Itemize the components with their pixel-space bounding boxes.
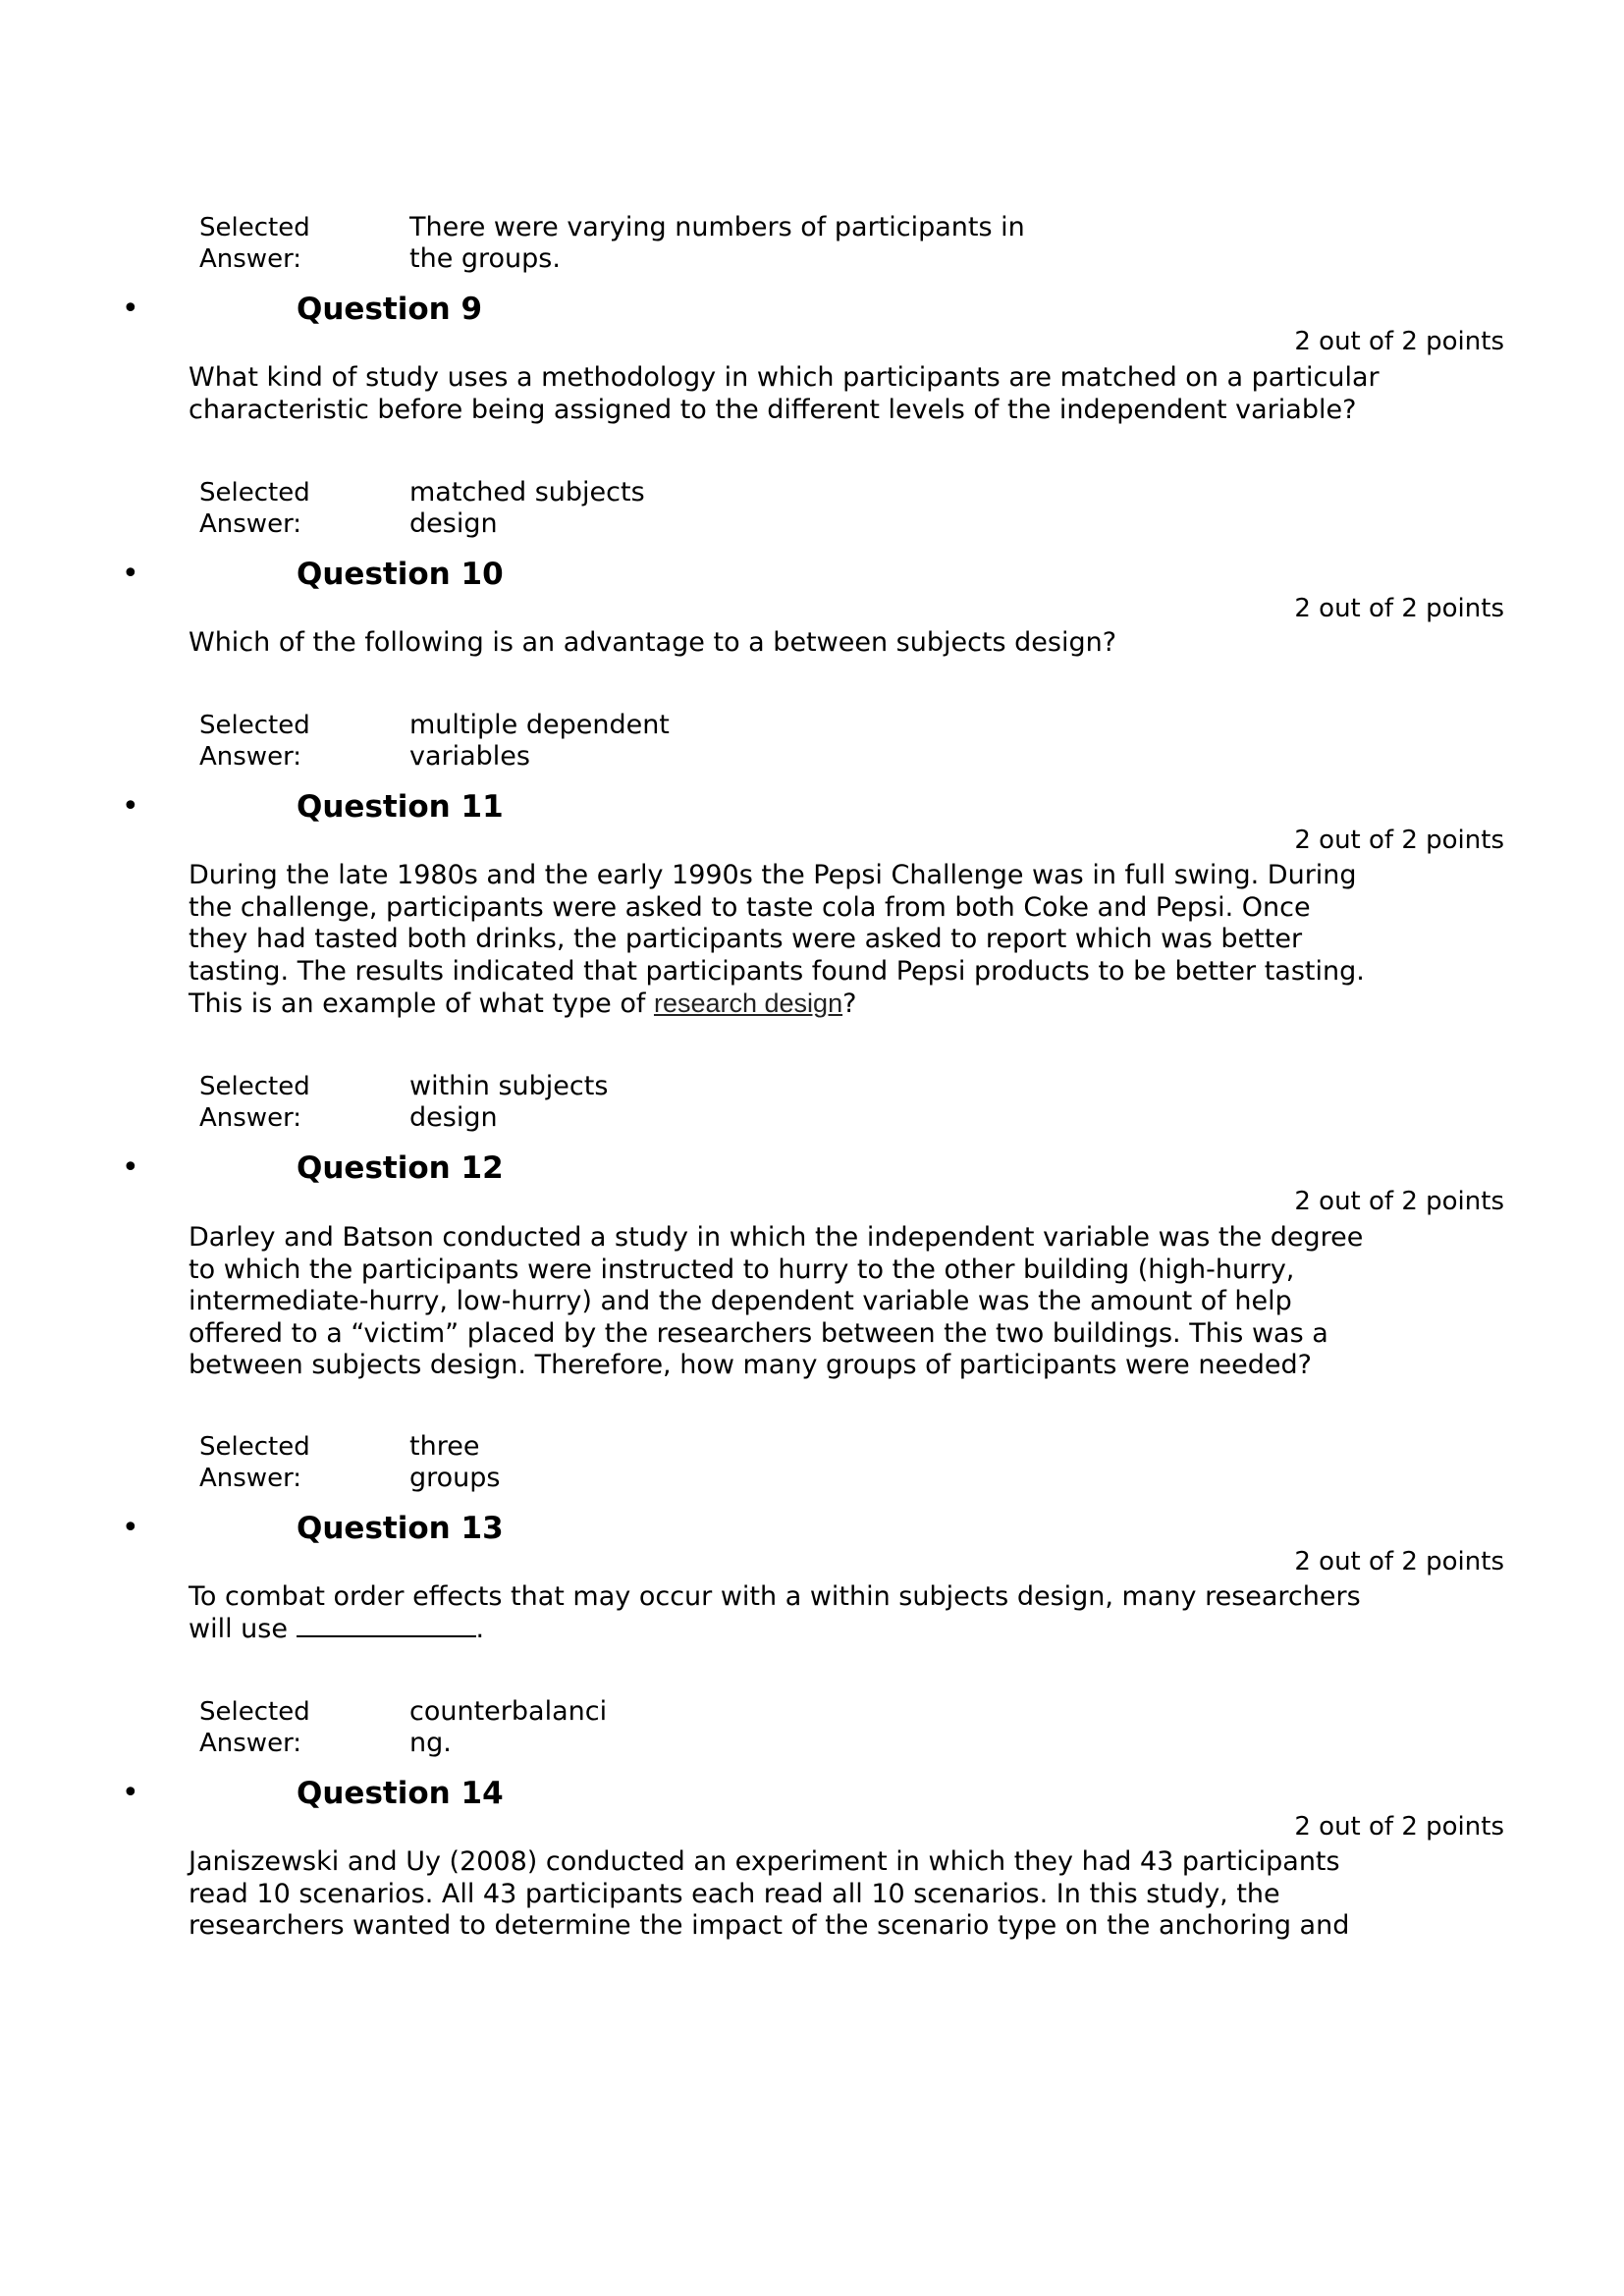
answer-label: Answer: (199, 1103, 302, 1133)
question-text-line (189, 956, 1465, 988)
line-text: researchers wanted to determine the impact of the scenario type on the anchoring and (189, 1910, 1350, 1942)
question-text-line (189, 395, 1465, 427)
question-text (189, 1581, 1465, 1645)
answer-label: Answer: (199, 244, 302, 274)
question-points: 2 out of 2 points (1294, 1187, 1504, 1216)
question-text (189, 860, 1465, 1021)
line-text: between subjects design. Therefore, how many groups of participants were needed? (189, 1350, 1312, 1381)
line-text: During the late 1980s and the early 1990s the Pepsi Challenge was in full swing. During (189, 860, 1357, 890)
answer-text: design (409, 1102, 498, 1133)
question-text-line (189, 1910, 1465, 1943)
question-title: Question 12 (297, 1150, 504, 1186)
question-points: 2 out of 2 points (1294, 1547, 1504, 1576)
line-text: intermediate-hurry, low-hurry) and the dependent variable was the amount of help (189, 1286, 1292, 1317)
line-text: offered to a “victim” placed by the researchers between the two buildings. This was a (189, 1317, 1328, 1349)
question-text-line (189, 1222, 1465, 1255)
answer-text: design (409, 508, 498, 539)
question-text-line (189, 924, 1465, 956)
line-text: Janiszewski and Uy (2008) conducted an experiment in which they had 43 participants (189, 1846, 1340, 1877)
question-title: Question 10 (297, 557, 504, 592)
question-text (189, 627, 1465, 660)
question-text-line (189, 1318, 1465, 1351)
bullet-icon: • (122, 789, 139, 824)
question-text-line (189, 362, 1465, 395)
bullet-icon: • (122, 557, 139, 591)
selected-label: Selected (199, 213, 310, 242)
line-text: to which the participants were instructed to hurry to the other building (high-hurry, (189, 1254, 1295, 1285)
line-text: characteristic before being assigned to the different levels of the independent variable? (189, 394, 1357, 425)
selected-label: Selected (199, 1697, 310, 1727)
line-text: ? (842, 988, 857, 1020)
answer-label: Answer: (199, 1729, 302, 1758)
answer-text: variables (409, 741, 530, 772)
answer-text: the groups. (409, 243, 561, 274)
line-text: To combat order effects that may occur with a within subjects design, many researchers (189, 1581, 1361, 1612)
bullet-icon: • (122, 292, 139, 326)
question-text (189, 1222, 1465, 1382)
question-text-line (189, 1255, 1465, 1287)
answer-label: Answer: (199, 509, 302, 539)
question-text-line (189, 1879, 1465, 1911)
answer-label: Answer: (199, 742, 302, 772)
question-text-line (189, 1846, 1465, 1879)
line-text: read 10 scenarios. All 43 participants each read all 10 scenarios. In this study, the (189, 1878, 1280, 1909)
selected-label: Selected (199, 711, 310, 740)
question-title: Question 11 (297, 789, 504, 825)
line-text: . (475, 1613, 485, 1644)
question-text-line (189, 1286, 1465, 1318)
line-text: This is an example of what type of (189, 988, 654, 1020)
bullet-icon: • (122, 1776, 139, 1810)
answer-label: Answer: (199, 1464, 302, 1493)
research-design-link[interactable]: research design (653, 988, 843, 1019)
bullet-icon: • (122, 1511, 139, 1545)
question-points: 2 out of 2 points (1294, 1812, 1504, 1842)
answer-text: multiple dependent (409, 710, 670, 740)
bullet-icon: • (122, 1150, 139, 1185)
question-points: 2 out of 2 points (1294, 826, 1504, 855)
line-text: Which of the following is an advantage to a between subjects design? (189, 627, 1117, 658)
answer-text: ng. (409, 1728, 452, 1758)
question-text (189, 362, 1465, 426)
answer-text: matched subjects (409, 477, 645, 507)
question-title: Question 14 (297, 1776, 504, 1811)
line-text: will use (189, 1613, 297, 1644)
question-text-line (189, 988, 1465, 1021)
answer-text: three (409, 1431, 480, 1462)
selected-label: Selected (199, 1432, 310, 1462)
fill-in-blank (297, 1614, 476, 1637)
answer-text: There were varying numbers of participants in (409, 212, 1025, 242)
question-title: Question 13 (297, 1511, 504, 1546)
question-text-line (189, 892, 1465, 925)
question-text-line (189, 1350, 1465, 1382)
question-text (189, 1846, 1465, 1943)
line-text: the challenge, participants were asked to taste cola from both Coke and Pepsi. Once (189, 891, 1311, 923)
question-text-line (189, 860, 1465, 892)
answer-text: groups (409, 1463, 501, 1493)
selected-label: Selected (199, 478, 310, 507)
line-text: What kind of study uses a methodology in which participants are matched on a particular (189, 362, 1380, 393)
question-title: Question 9 (297, 292, 483, 327)
line-text: tasting. The results indicated that participants found Pepsi products to be better tasting. (189, 955, 1365, 987)
question-text-line (189, 1614, 1465, 1646)
answer-text: counterbalanci (409, 1696, 608, 1727)
question-points: 2 out of 2 points (1294, 327, 1504, 356)
answer-text: within subjects (409, 1071, 609, 1101)
question-text-line (189, 1581, 1465, 1614)
selected-label: Selected (199, 1072, 310, 1101)
question-text-line (189, 627, 1465, 660)
line-text: Darley and Batson conducted a study in which the independent variable was the degree (189, 1222, 1364, 1253)
question-points: 2 out of 2 points (1294, 594, 1504, 623)
line-text: they had tasted both drinks, the participants were asked to report which was better (189, 924, 1303, 955)
